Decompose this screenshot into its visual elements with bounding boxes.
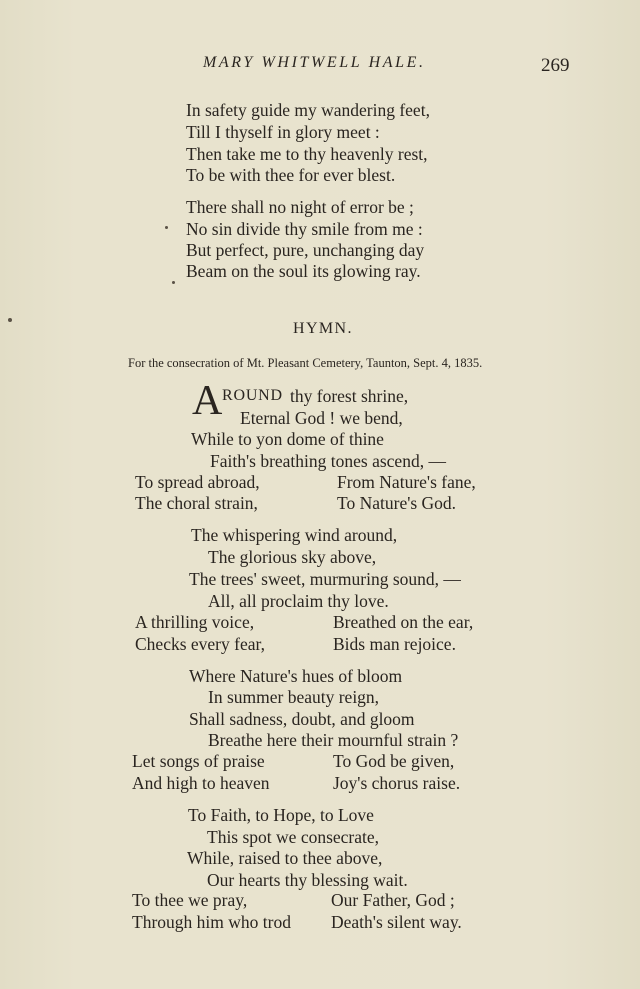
poem-line: thy forest shrine, [290, 386, 409, 406]
refrain-right-line: To Nature's God. [337, 493, 457, 513]
poem-line: To Faith, to Hope, to Love [188, 805, 374, 825]
poem-line: The glorious sky above, [208, 547, 377, 567]
poem-line: In summer beauty reign, [208, 687, 380, 707]
drop-cap: A [192, 378, 223, 424]
poem-line: While to yon dome of thine [191, 429, 384, 449]
refrain-left-line: To thee we pray, [132, 890, 248, 910]
poem-line: There shall no night of error be ; [186, 197, 414, 217]
poem-line: Then take me to thy heavenly rest, [186, 144, 428, 164]
first-word-smallcaps: ROUND [222, 387, 283, 404]
refrain-right-line: Death's silent way. [331, 912, 462, 932]
poem-line: To be with thee for ever blest. [186, 165, 396, 185]
poem-line: The whispering wind around, [191, 525, 398, 545]
poem-line: But perfect, pure, unchanging day [186, 240, 425, 260]
refrain-left-line: The choral strain, [135, 493, 258, 513]
refrain-right-line: Breathed on the ear, [333, 612, 474, 632]
hymn-title: HYMN. [293, 320, 353, 337]
poem-line: Faith's breathing tones ascend, — [210, 451, 446, 471]
hymn-subtitle: For the consecration of Mt. Pleasant Cemetery, Taunton, Sept. 4, 1835. [128, 356, 483, 370]
poem-line: Our hearts thy blessing wait. [207, 870, 408, 890]
poem-line: Where Nature's hues of bloom [189, 666, 403, 686]
poem-line: All, all proclaim thy love. [208, 591, 389, 611]
refrain-left-line: Checks every fear, [135, 634, 265, 654]
poem-line: In safety guide my wandering feet, [186, 100, 430, 120]
refrain-left-line: To spread abroad, [135, 472, 260, 492]
running-title: MARY WHITWELL HALE. [203, 54, 426, 71]
refrain-left-line: Through him who trod [132, 912, 291, 932]
page-number: 269 [541, 55, 570, 76]
refrain-left-line: Let songs of praise [132, 751, 265, 771]
refrain-right-line: Joy's chorus raise. [333, 773, 461, 793]
refrain-right-line: To God be given, [333, 751, 455, 771]
print-speck [165, 226, 168, 229]
refrain-left-line: A thrilling voice, [135, 612, 255, 632]
poem-line: This spot we consecrate, [207, 827, 380, 847]
poem-line: While, raised to thee above, [187, 848, 383, 868]
poem-line: Breathe here their mournful strain ? [208, 730, 459, 750]
refrain-right-line: Our Father, God ; [331, 890, 455, 910]
refrain-right-line: From Nature's fane, [337, 472, 476, 492]
print-speck [8, 318, 12, 322]
poem-line: Till I thyself in glory meet : [186, 122, 380, 142]
print-speck [172, 281, 175, 284]
poem-line: Eternal God ! we bend, [240, 408, 403, 428]
poem-line: No sin divide thy smile from me : [186, 219, 423, 239]
poem-line: Beam on the soul its glowing ray. [186, 261, 421, 281]
poem-line: The trees' sweet, murmuring sound, — [189, 569, 461, 589]
poem-line: Shall sadness, doubt, and gloom [189, 709, 415, 729]
refrain-left-line: And high to heaven [132, 773, 270, 793]
refrain-right-line: Bids man rejoice. [333, 634, 456, 654]
